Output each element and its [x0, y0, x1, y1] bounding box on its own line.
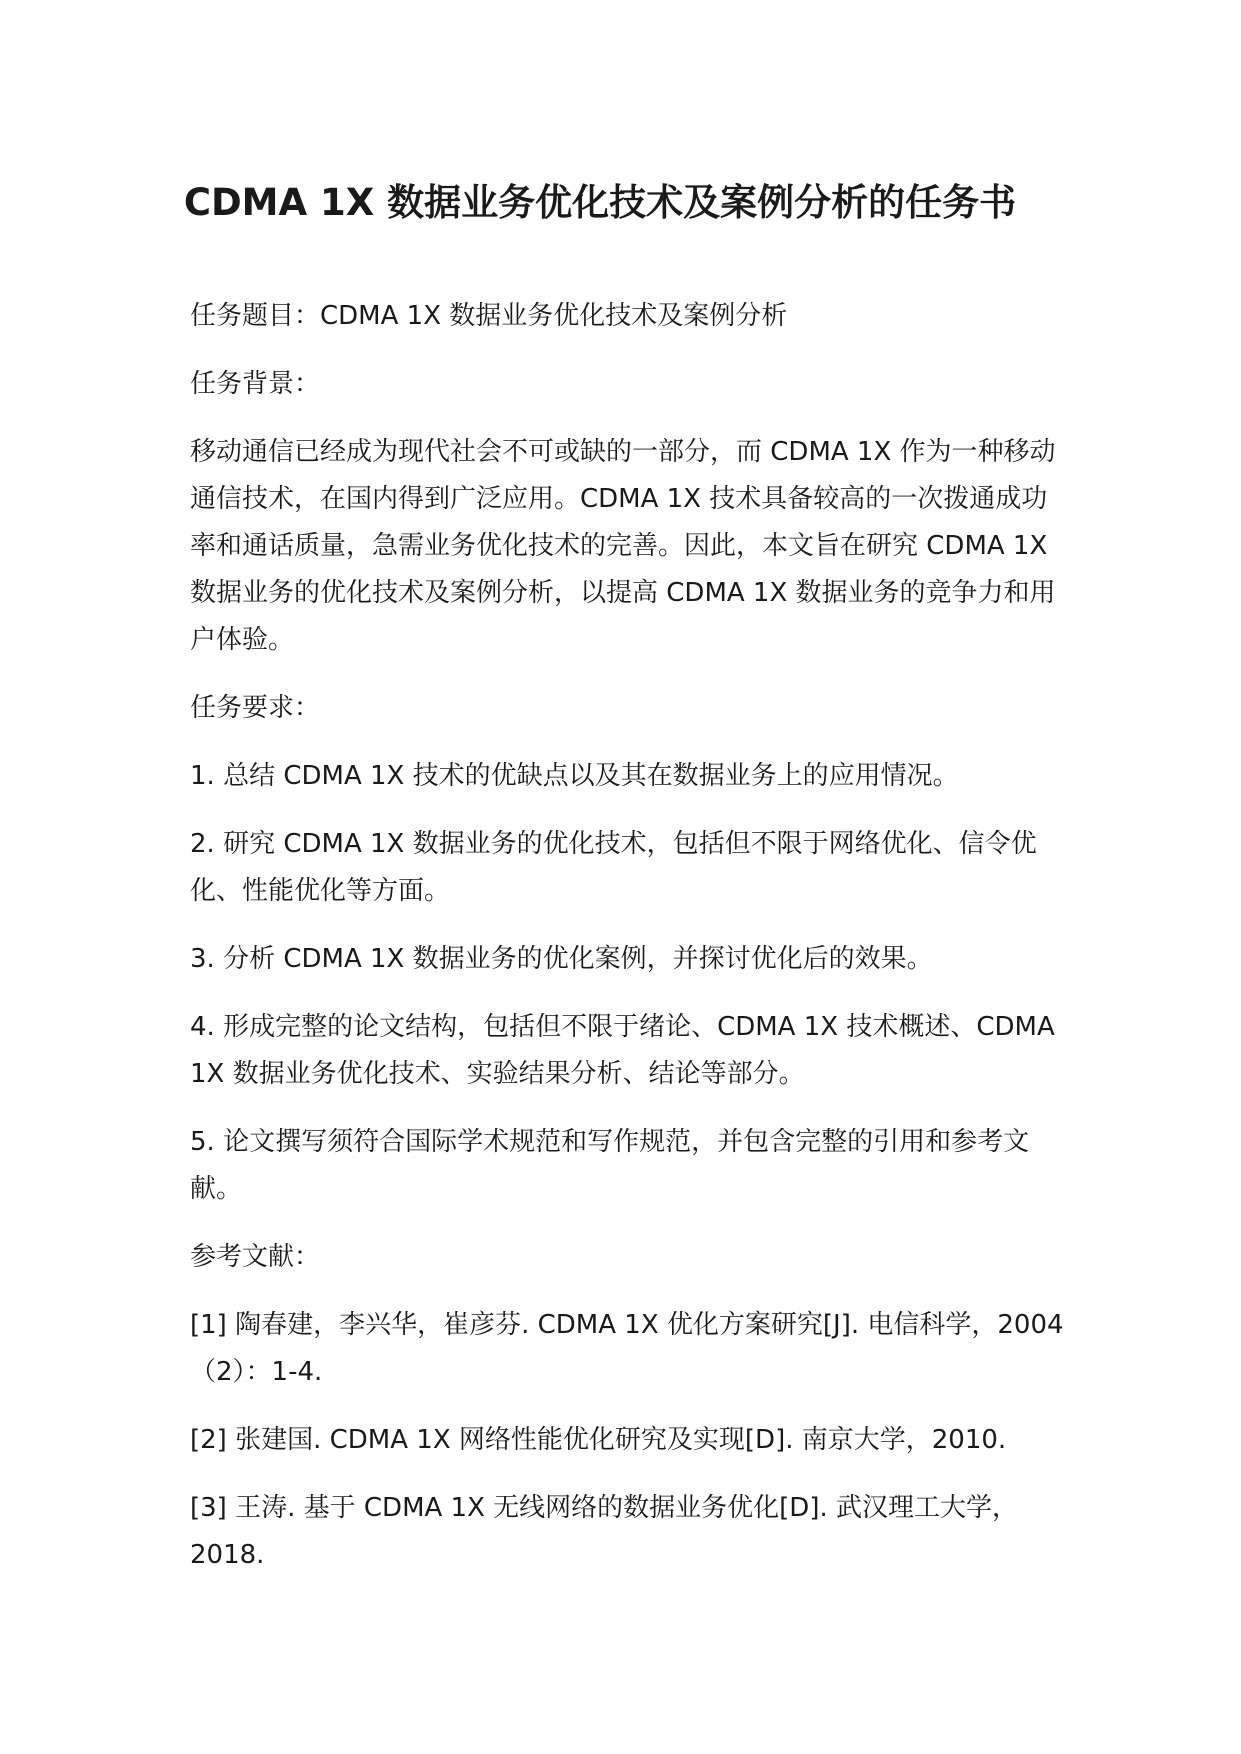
- requirements-heading: 任务要求：: [190, 693, 321, 723]
- requirement-item-5: 5. 论文撰写须符合国际学术规范和写作规范，并包含完整的引用和参考文献。: [190, 1127, 1030, 1204]
- requirement-item-1: 1. 总结 CDMA 1X 技术的优缺点以及其在数据业务上的应用情况。: [190, 761, 959, 791]
- reference-item-1: [1] 陶春建，李兴华，崔彦芬. CDMA 1X 优化方案研究[J]. 电信科学，2004（2）：1-4.: [190, 1310, 1064, 1387]
- background-paragraph: 移动通信已经成为现代社会不可或缺的一部分，而 CDMA 1X 作为一种移动通信技术，在国内得到广泛应用。CDMA 1X 技术具备较高的一次拨通成功率和通话质量，急需业务优化技术的完善。因此，本文旨在研究 CDMA 1X 数据业务的优化技术及案例分析，以提高 CDMA 1X 数据业务的竞争力和用户体验。: [190, 437, 1056, 655]
- requirement-item-4: 4. 形成完整的论文结构，包括但不限于绪论、CDMA 1X 技术概述、CDMA 1X 数据业务优化技术、实验结果分析、结论等部分。: [190, 1012, 1055, 1089]
- reference-item-3: [3] 王涛. 基于 CDMA 1X 无线网络的数据业务优化[D]. 武汉理工大学，2018.: [190, 1493, 1019, 1570]
- reference-item-2: [2] 张建国. CDMA 1X 网络性能优化研究及实现[D]. 南京大学，2010.: [190, 1425, 1007, 1455]
- document-title: CDMA 1X 数据业务优化技术及案例分析的任务书: [183, 181, 1017, 224]
- background-heading: 任务背景：: [190, 369, 321, 399]
- document-body: [190, 293, 1070, 1600]
- requirement-item-3: 3. 分析 CDMA 1X 数据业务的优化案例，并探讨优化后的效果。: [190, 944, 933, 974]
- references-heading: 参考文献：: [190, 1242, 321, 1272]
- task-topic: 任务题目：CDMA 1X 数据业务优化技术及案例分析: [190, 301, 788, 331]
- requirement-item-2: 2. 研究 CDMA 1X 数据业务的优化技术，包括但不限于网络优化、信令优化、性能优化等方面。: [190, 829, 1037, 906]
